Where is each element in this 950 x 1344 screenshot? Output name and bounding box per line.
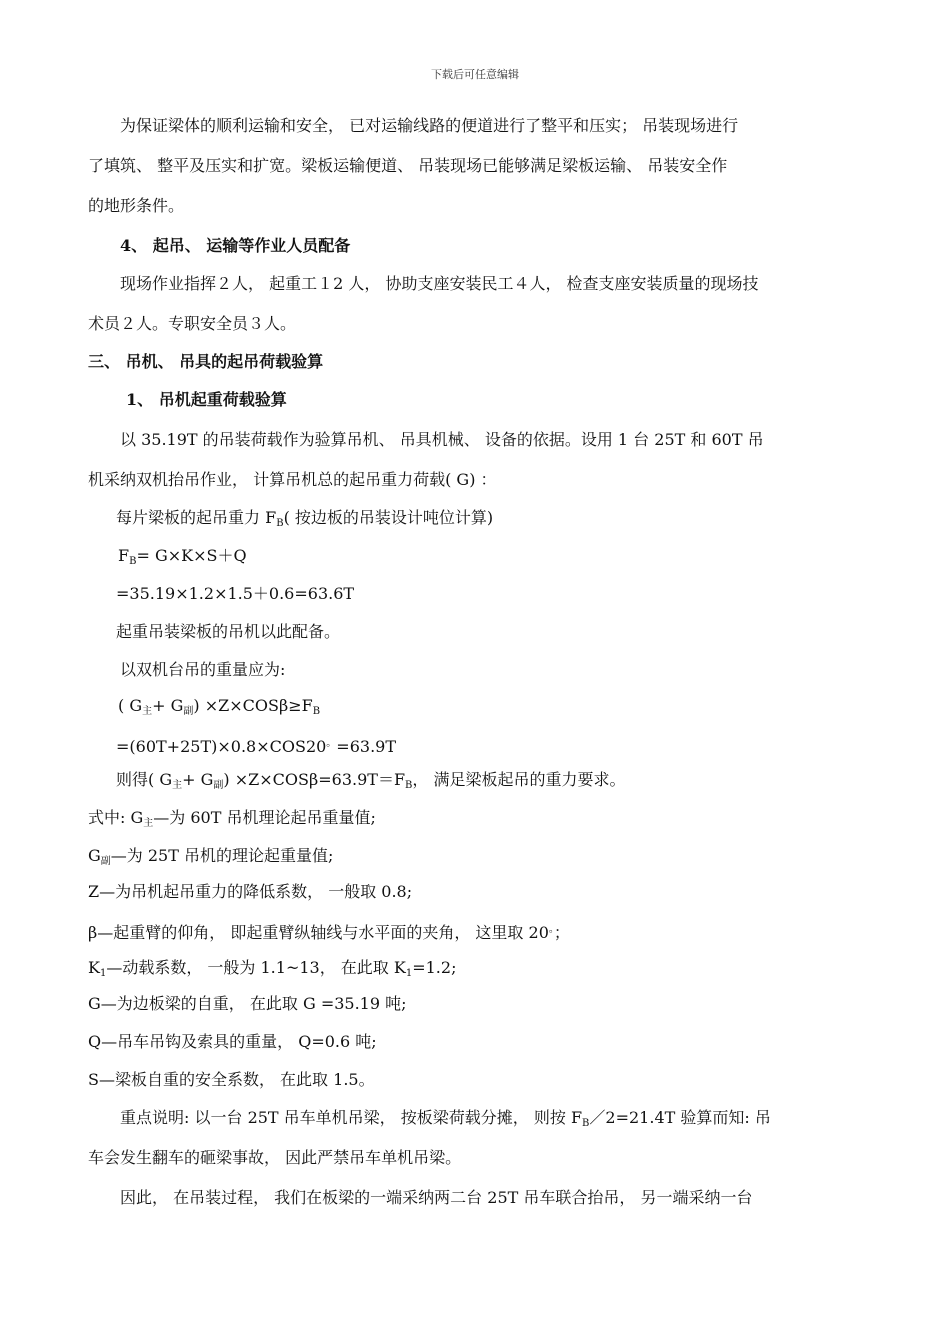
- definition-q: Q—吊车吊钩及索具的重量， Q=0.6 吨;: [88, 1032, 377, 1051]
- page-header: 下载后可任意编辑: [431, 68, 519, 81]
- para-1-line-2: 了填筑、 整平及压实和扩宽。梁板运输便道、 吊装现场已能够满足梁板运输、 吊装安全作: [88, 156, 728, 175]
- formula-line-2: $F_B= G\times K\times S+Q$: [118, 546, 247, 567]
- formula-line-3: =35.19×1.2×1.5＋0.6=63.6T: [116, 584, 355, 603]
- para-4-line-2: 车会发生翻车的砸梁事故， 因此严禁吊车单机吊梁。: [88, 1148, 462, 1167]
- definition-z: Z—为吊机起吊重力的降低系数， 一般取 0.8;: [88, 882, 413, 901]
- formula-line-6: ( $G_主+ G_副) \times Z\times COS\beta\ge F_B$: [118, 696, 321, 717]
- para-2-line-1: 现场作业指挥２人， 起重工１2 人， 协助支座安装民工４人， 检查支座安装质量的现场技: [120, 274, 759, 293]
- subheading-1: 1、 吊机起重荷载验算: [126, 390, 287, 409]
- definition-s: S—梁板自重的安全系数， 在此取 1.5。: [88, 1070, 375, 1089]
- para-3-line-1: 以 35.19T 的吊装荷载作为验算吊机、 吊具机械、 设备的依据。设用 1 台 25T 和 60T 吊: [120, 430, 764, 449]
- formula-line-1: 每片梁板的起吊重力 $F_B$( 按边板的吊装设计吨位计算): [116, 508, 494, 529]
- definition-g-main: 式中: $G_主—$为 60T 吊机理论起吊重量值;: [88, 808, 376, 829]
- formula-line-5: 以双机台吊的重量应为:: [120, 660, 286, 679]
- para-2-line-2: 术员２人。专职安全员３人。: [88, 314, 297, 333]
- formula-line-8: 则得( $G_主+ G_副) \times Z\times COS\beta=63.9T=F_B$， 满足梁板起吊的重力要求。: [116, 770, 626, 791]
- heading-4-personnel: 4、 起吊、 运输等作业人员配备: [120, 236, 351, 255]
- section-heading-3: 三、 吊机、 吊具的起吊荷载验算: [88, 352, 324, 371]
- formula-line-7: =(60T+25T)×0.8×COS20。=63.9T: [116, 737, 396, 756]
- definition-g-secondary: $G_副—$为 25T 吊机的理论起重量值;: [88, 846, 334, 867]
- para-3-line-2: 机采纳双机抬吊作业， 计算吊机总的起吊重力荷载( G) ：: [88, 470, 497, 489]
- para-4-line-1: 重点说明: 以一台 25T 吊车单机吊梁， 按板梁荷载分摊， 则按 $F_B/2=21.4T$ 验算而知: 吊: [120, 1108, 771, 1129]
- para-5-line-1: 因此， 在吊装过程， 我们在板梁的一端采纳两二台 25T 吊车联合抬吊， 另一端采纳一台: [120, 1188, 753, 1207]
- definition-k1: $K_1—$动载系数， 一般为 1.1~13， 在此取 $K_1=1.2$;: [88, 958, 457, 979]
- para-1-line-3: 的地形条件。: [88, 196, 185, 215]
- formula-line-4: 起重吊装梁板的吊机以此配备。: [116, 622, 341, 641]
- para-1-line-1: 为保证梁体的顺利运输和安全， 已对运输线路的便道进行了整平和压实； 吊装现场进行: [120, 116, 739, 135]
- definition-beta: β—起重臂的仰角， 即起重臂纵轴线与水平面的夹角， 这里取 20。；: [88, 923, 570, 942]
- definition-g: G—为边板梁的自重， 在此取 G =35.19 吨;: [88, 994, 407, 1013]
